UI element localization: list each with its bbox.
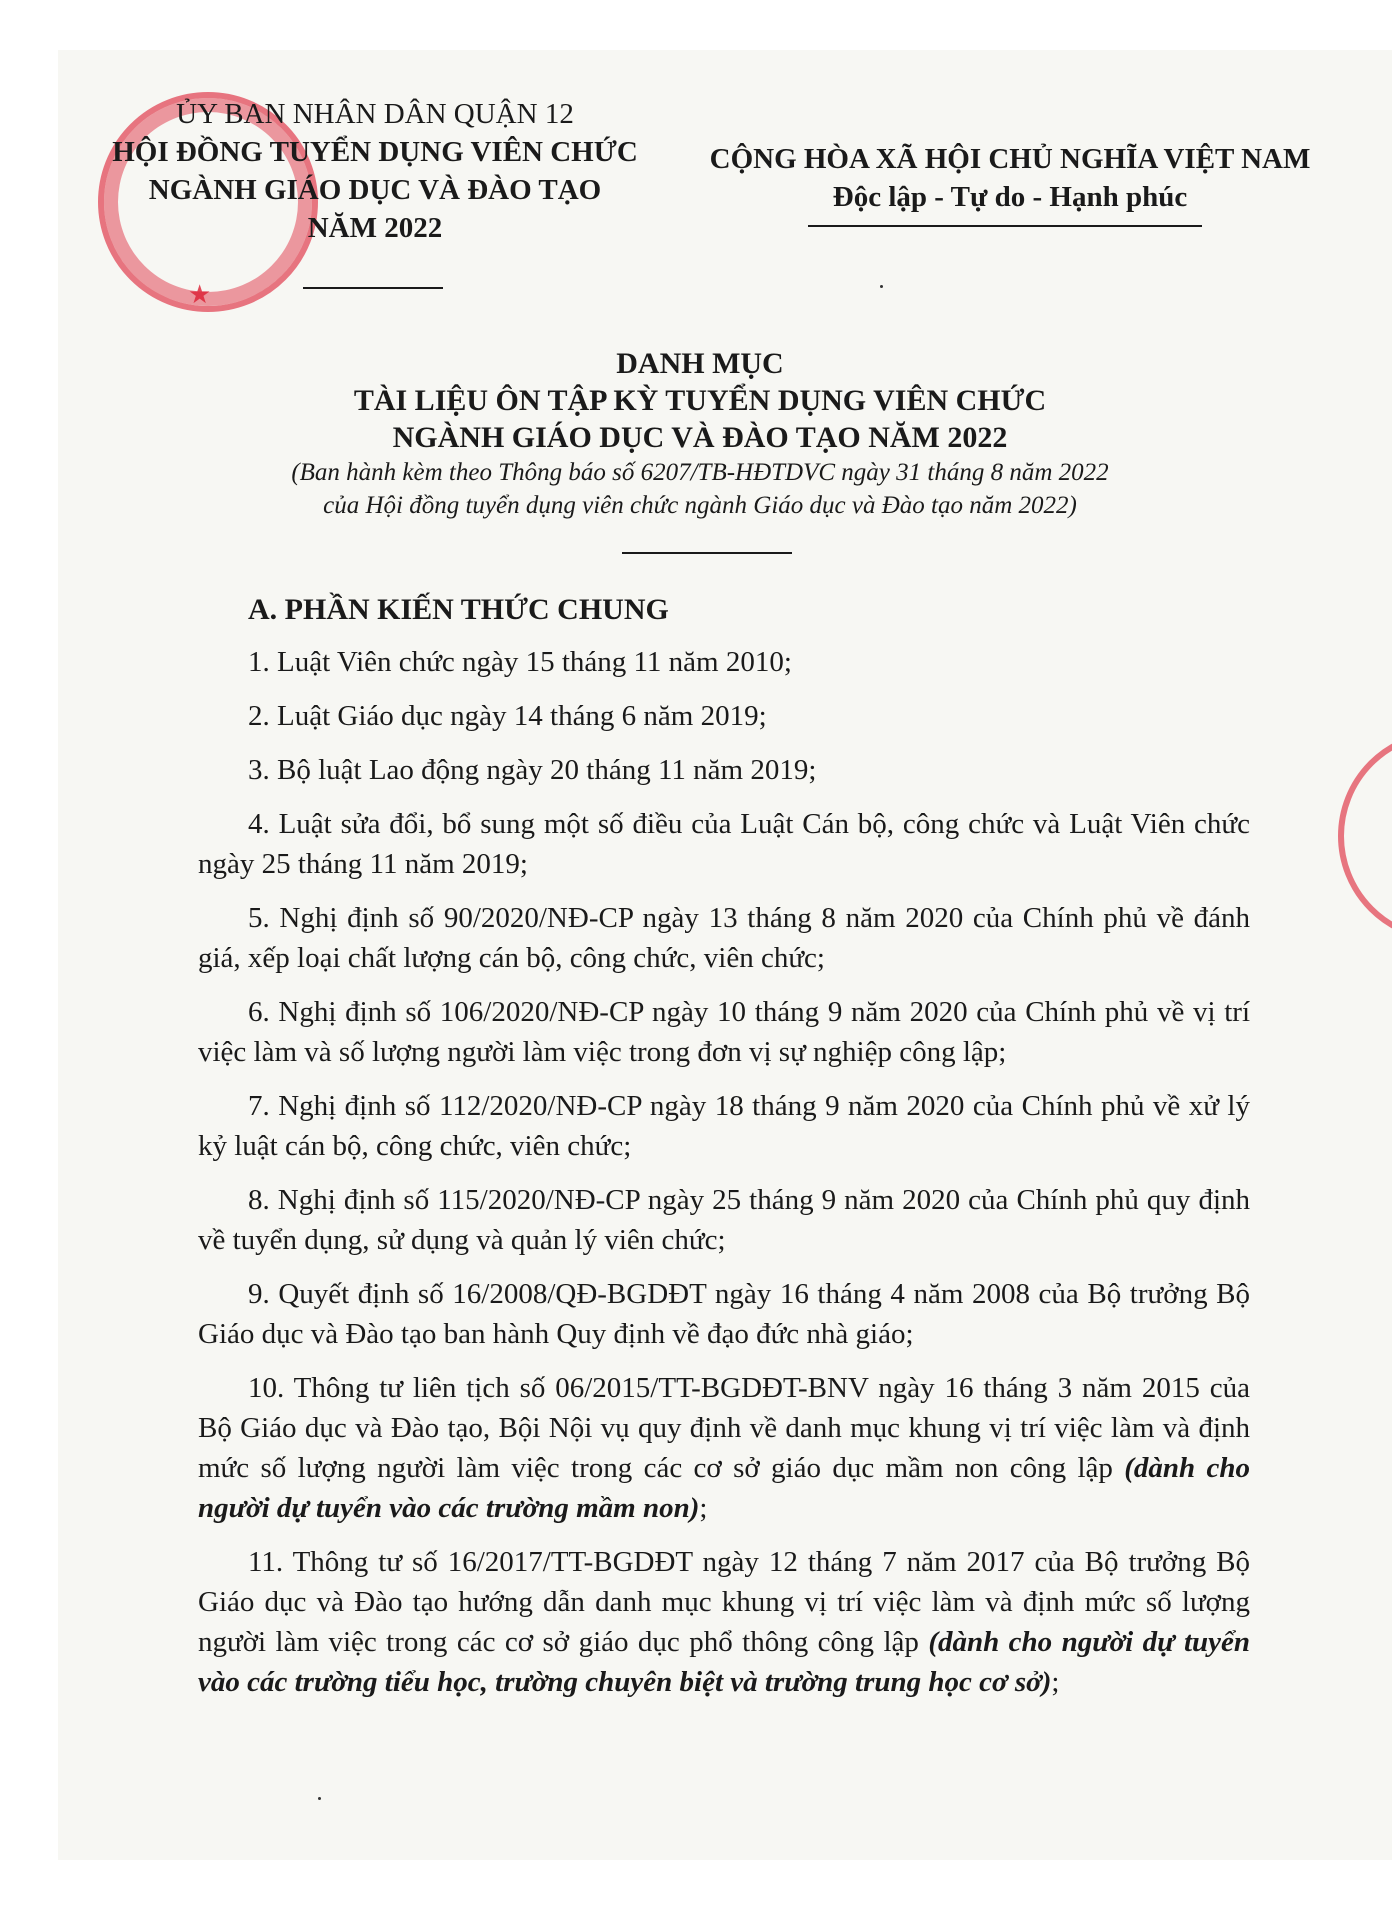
list-item-text: 10. Thông tư liên tịch số 06/2015/TT-BGDĐT-BNV ngày 16 tháng 3 năm 2015 của Bộ Giáo dục và Đào tạo, Bội Nội vụ quy định về danh mục khung vị trí việc làm và định mức số lượng người làm việc trong các cơ sở giáo dục mầm non công lập [198,1372,1250,1484]
list-item-text: 8. Nghị định số 115/2020/NĐ-CP ngày 25 tháng 9 năm 2020 của Chính phủ quy định về tuyển dụng, sử dụng và quản lý viên chức; [198,1184,1250,1256]
list-item-text: 6. Nghị định số 106/2020/NĐ-CP ngày 10 tháng 9 năm 2020 của Chính phủ về vị trí việc làm và số lượng người làm việc trong đơn vị sự nghiệp công lập; [198,996,1250,1068]
subtitle-line-2: của Hội đồng tuyển dụng viên chức ngành Giáo dục và Đào tạo năm 2022) [323,492,1077,519]
list-item [198,804,1250,884]
issuing-authority [90,95,660,247]
list-item [198,992,1250,1072]
list-item [198,1542,1250,1702]
authority-line-3: NGÀNH GIÁO DỤC VÀ ĐÀO TẠO [148,174,602,206]
authority-underline [303,287,443,289]
list-item-tail: ; [699,1492,708,1524]
list-item-text: 7. Nghị định số 112/2020/NĐ-CP ngày 18 tháng 9 năm 2020 của Chính phủ về xử lý kỷ luật cán bộ, công chức, viên chức; [198,1090,1250,1162]
authority-line-2: HỘI ĐỒNG TUYỂN DỤNG VIÊN CHỨC [112,136,638,168]
scan-speck [318,1797,321,1800]
title-line-2: TÀI LIỆU ÔN TẬP KỲ TUYỂN DỤNG VIÊN CHỨC [353,384,1047,417]
document-body [198,590,1250,1716]
authority-line-4: NĂM 2022 [307,212,443,244]
motto: Độc lập - Tự do - Hạnh phúc [832,181,1188,213]
authority-line-1: ỦY BAN NHÂN DÂN QUẬN 12 [176,98,574,130]
list-item [198,898,1250,978]
subtitle-line-1: (Ban hành kèm theo Thông báo số 6207/TB-HĐTDVC ngày 31 tháng 8 năm 2022 [291,459,1109,486]
list-item-text: 5. Nghị định số 90/2020/NĐ-CP ngày 13 tháng 8 năm 2020 của Chính phủ về đánh giá, xếp loại chất lượng cán bộ, công chức, viên chức; [198,902,1250,974]
document-title [200,345,1200,522]
list-item [198,1368,1250,1528]
list-item-text: 11. Thông tư số 16/2017/TT-BGDĐT ngày 12 tháng 7 năm 2017 của Bộ trưởng Bộ Giáo dục và Đào tạo hướng dẫn danh mục khung vị trí việc làm và định mức số lượng người làm việc trong các cơ sở giáo dục phổ thông công lập [198,1546,1250,1658]
title-line-1: DANH MỤC [616,347,784,380]
list-item-text: 4. Luật sửa đổi, bổ sung một số điều của Luật Cán bộ, công chức và Luật Viên chức ngày 25 tháng 11 năm 2019; [198,808,1250,880]
list-item [198,642,1250,682]
list-item-emphasis: (dành cho người dự tuyển vào các trường tiểu học, trường chuyên biệt và trường trung học cơ sở) [198,1626,1251,1698]
list-item-text: 2. Luật Giáo dục ngày 14 tháng 6 năm 2019; [248,700,767,732]
list-item-tail: ; [1051,1666,1060,1698]
list-item-text: 9. Quyết định số 16/2008/QĐ-BGDĐT ngày 16 tháng 4 năm 2008 của Bộ trưởng Bộ Giáo dục và Đào tạo ban hành Quy định về đạo đức nhà giáo; [198,1278,1250,1350]
motto-underline [808,225,1202,227]
title-separator [622,552,792,554]
list-item [198,696,1250,736]
list-item [198,750,1250,790]
seal-star-icon: ★ [188,280,212,309]
scan-speck [880,285,883,288]
section-heading: A. PHẦN KIẾN THỨC CHUNG [248,593,669,626]
national-motto [680,140,1340,216]
list-item [198,1274,1250,1354]
list-item [198,1180,1250,1260]
list-item-text: 3. Bộ luật Lao động ngày 20 tháng 11 năm 2019; [248,754,817,786]
list-item-text: 1. Luật Viên chức ngày 15 tháng 11 năm 2010; [248,646,792,678]
list-item [198,1086,1250,1166]
item-list [198,642,1250,1702]
list-item-emphasis: (dành cho người dự tuyển vào các trường mầm non) [198,1452,1250,1524]
title-line-3: NGÀNH GIÁO DỤC VÀ ĐÀO TẠO NĂM 2022 [392,421,1008,454]
country-name: CỘNG HÒA XÃ HỘI CHỦ NGHĨA VIỆT NAM [709,143,1311,175]
